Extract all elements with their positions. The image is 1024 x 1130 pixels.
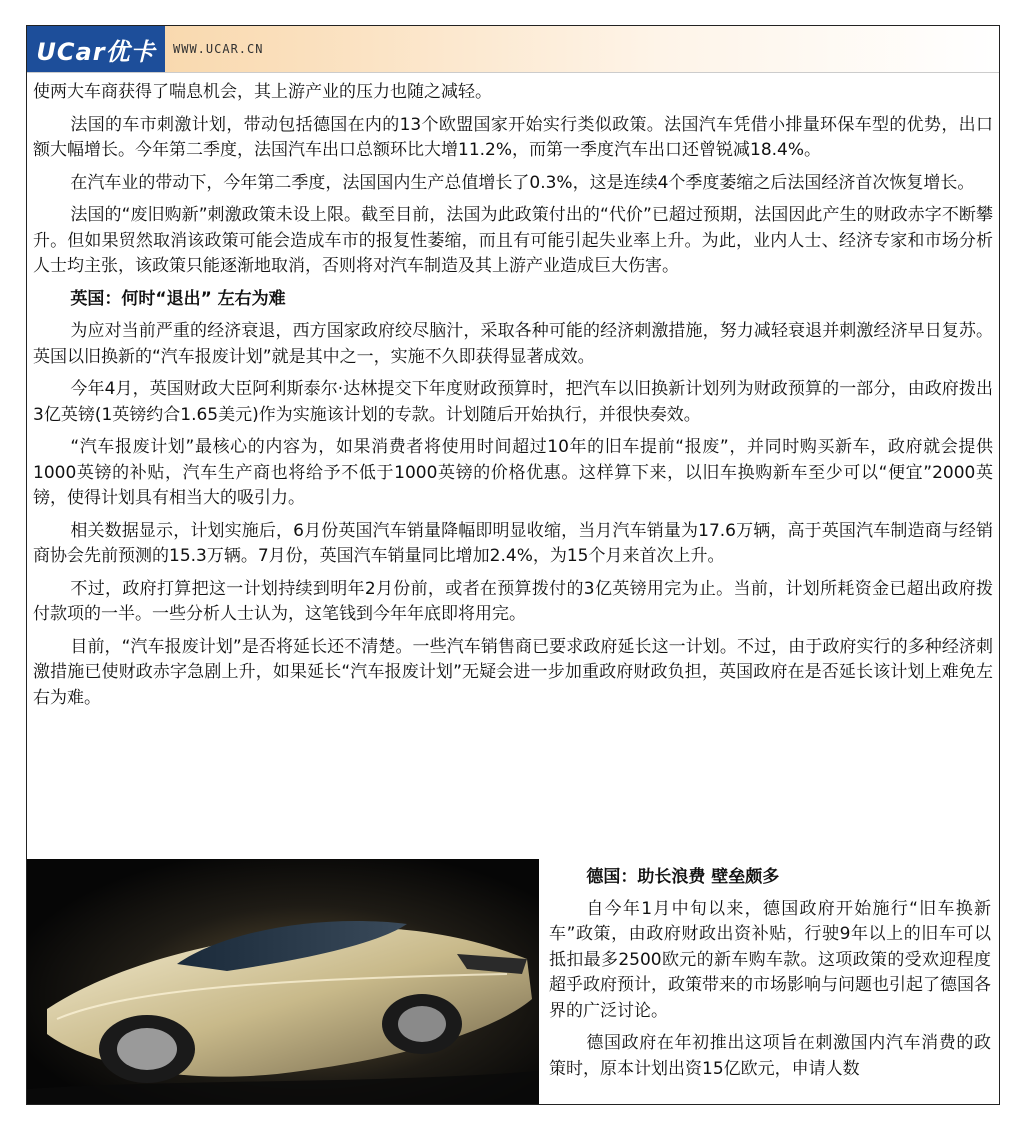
page-header: [27, 26, 999, 73]
paragraph: 法国的车市刺激计划，带动包括德国在内的13个欧盟国家开始实行类似政策。法国汽车凭借小排量环保车型的优势，出口额大幅增长。今年第二季度，法国汽车出口总额环比大增11.2%，而第一季度汽车出口还曾锐减18.4%。: [33, 114, 993, 160]
paragraph: 相关数据显示，计划实施后，6月份英国汽车销量降幅即明显收缩，当月汽车销量为17.6万辆，高于英国汽车制造商与经销商协会先前预测的15.3万辆。7月份，英国汽车销量同比增加2.4%，为15个月来首次上升。: [33, 520, 993, 566]
section-heading-germany: 德国：助长浪费 壁垒颇多: [586, 867, 780, 887]
paragraph: 为应对当前严重的经济衰退，西方国家政府绞尽脑汁，采取各种可能的经济刺激措施，努力减轻衰退并刺激经济早日复苏。英国以旧换新的“汽车报废计划”就是其中之一，实施不久即获得显著成效。: [33, 321, 993, 367]
page-frame: [26, 25, 1000, 1105]
germany-section: [549, 865, 991, 1089]
site-url[interactable]: WWW.UCAR.CN: [173, 42, 264, 56]
paragraph: 不过，政府打算把这一计划持续到明年2月份前，或者在预算拨付的3亿英镑用完为止。当前，计划所耗资金已超出政府拨付款项的一半。一些分析人士认为，这笔钱到今年年底即将用完。: [33, 578, 993, 624]
ucar-logo[interactable]: [27, 26, 165, 72]
concept-car-image: [27, 859, 539, 1105]
paragraph: 德国政府在年初推出这项旨在刺激国内汽车消费的政策时，原本计划出资15亿欧元，申请人数: [549, 1033, 991, 1079]
paragraph: 使两大车商获得了喘息机会，其上游产业的压力也随之减轻。: [33, 82, 492, 102]
logo-text: UCar优卡: [36, 37, 156, 66]
paragraph: “汽车报废计划”最核心的内容为，如果消费者将使用时间超过10年的旧车提前“报废”，并同时购买新车，政府就会提供1000英镑的补贴，汽车生产商也将给予不低于1000英镑的价格优惠。这样算下来，以旧车换购新车至少可以“便宜”2000英镑，使得计划具有相当大的吸引力。: [33, 437, 993, 508]
paragraph: 在汽车业的带动下，今年第二季度，法国国内生产总值增长了0.3%，这是连续4个季度萎缩之后法国经济首次恢复增长。: [70, 172, 975, 193]
article-body: [33, 80, 993, 718]
bottom-section: [27, 859, 999, 1105]
section-heading-uk: 英国：何时“退出” 左右为难: [70, 288, 286, 309]
car-sketch-icon: [27, 859, 539, 1105]
paragraph: 今年4月，英国财政大臣阿利斯泰尔·达林提交下年度财政预算时，把汽车以旧换新计划列为财政预算的一部分，由政府拨出3亿英镑(1英镑约合1.65美元)作为实施该计划的专款。计划随后开始执行，并很快奏效。: [33, 379, 993, 425]
paragraph: 自今年1月中旬以来，德国政府开始施行“旧车换新车”政策，由政府财政出资补贴，行驶9年以上的旧车可以抵扣最多2500欧元的新车购车款。这项政策的受欢迎程度超乎政府预计，政策带来的市场影响与问题也引起了德国各界的广泛讨论。: [549, 898, 991, 1021]
paragraph: 法国的“废旧购新”刺激政策未设上限。截至目前，法国为此政策付出的“代价”已超过预期，法国因此产生的财政赤字不断攀升。但如果贸然取消该政策可能会造成车市的报复性萎缩，而且有可能引起失业率上升。为此，业内人士、经济专家和市场分析人士均主张，该政策只能逐渐地取消，否则将对汽车制造及其上游产业造成巨大伤害。: [33, 205, 993, 276]
paragraph: 目前，“汽车报废计划”是否将延长还不清楚。一些汽车销售商已要求政府延长这一计划。不过，由于政府实行的多种经济刺激措施已使财政赤字急剧上升，如果延长“汽车报废计划”无疑会进一步加重政府财政负担，英国政府在是否延长该计划上难免左右为难。: [33, 636, 993, 708]
